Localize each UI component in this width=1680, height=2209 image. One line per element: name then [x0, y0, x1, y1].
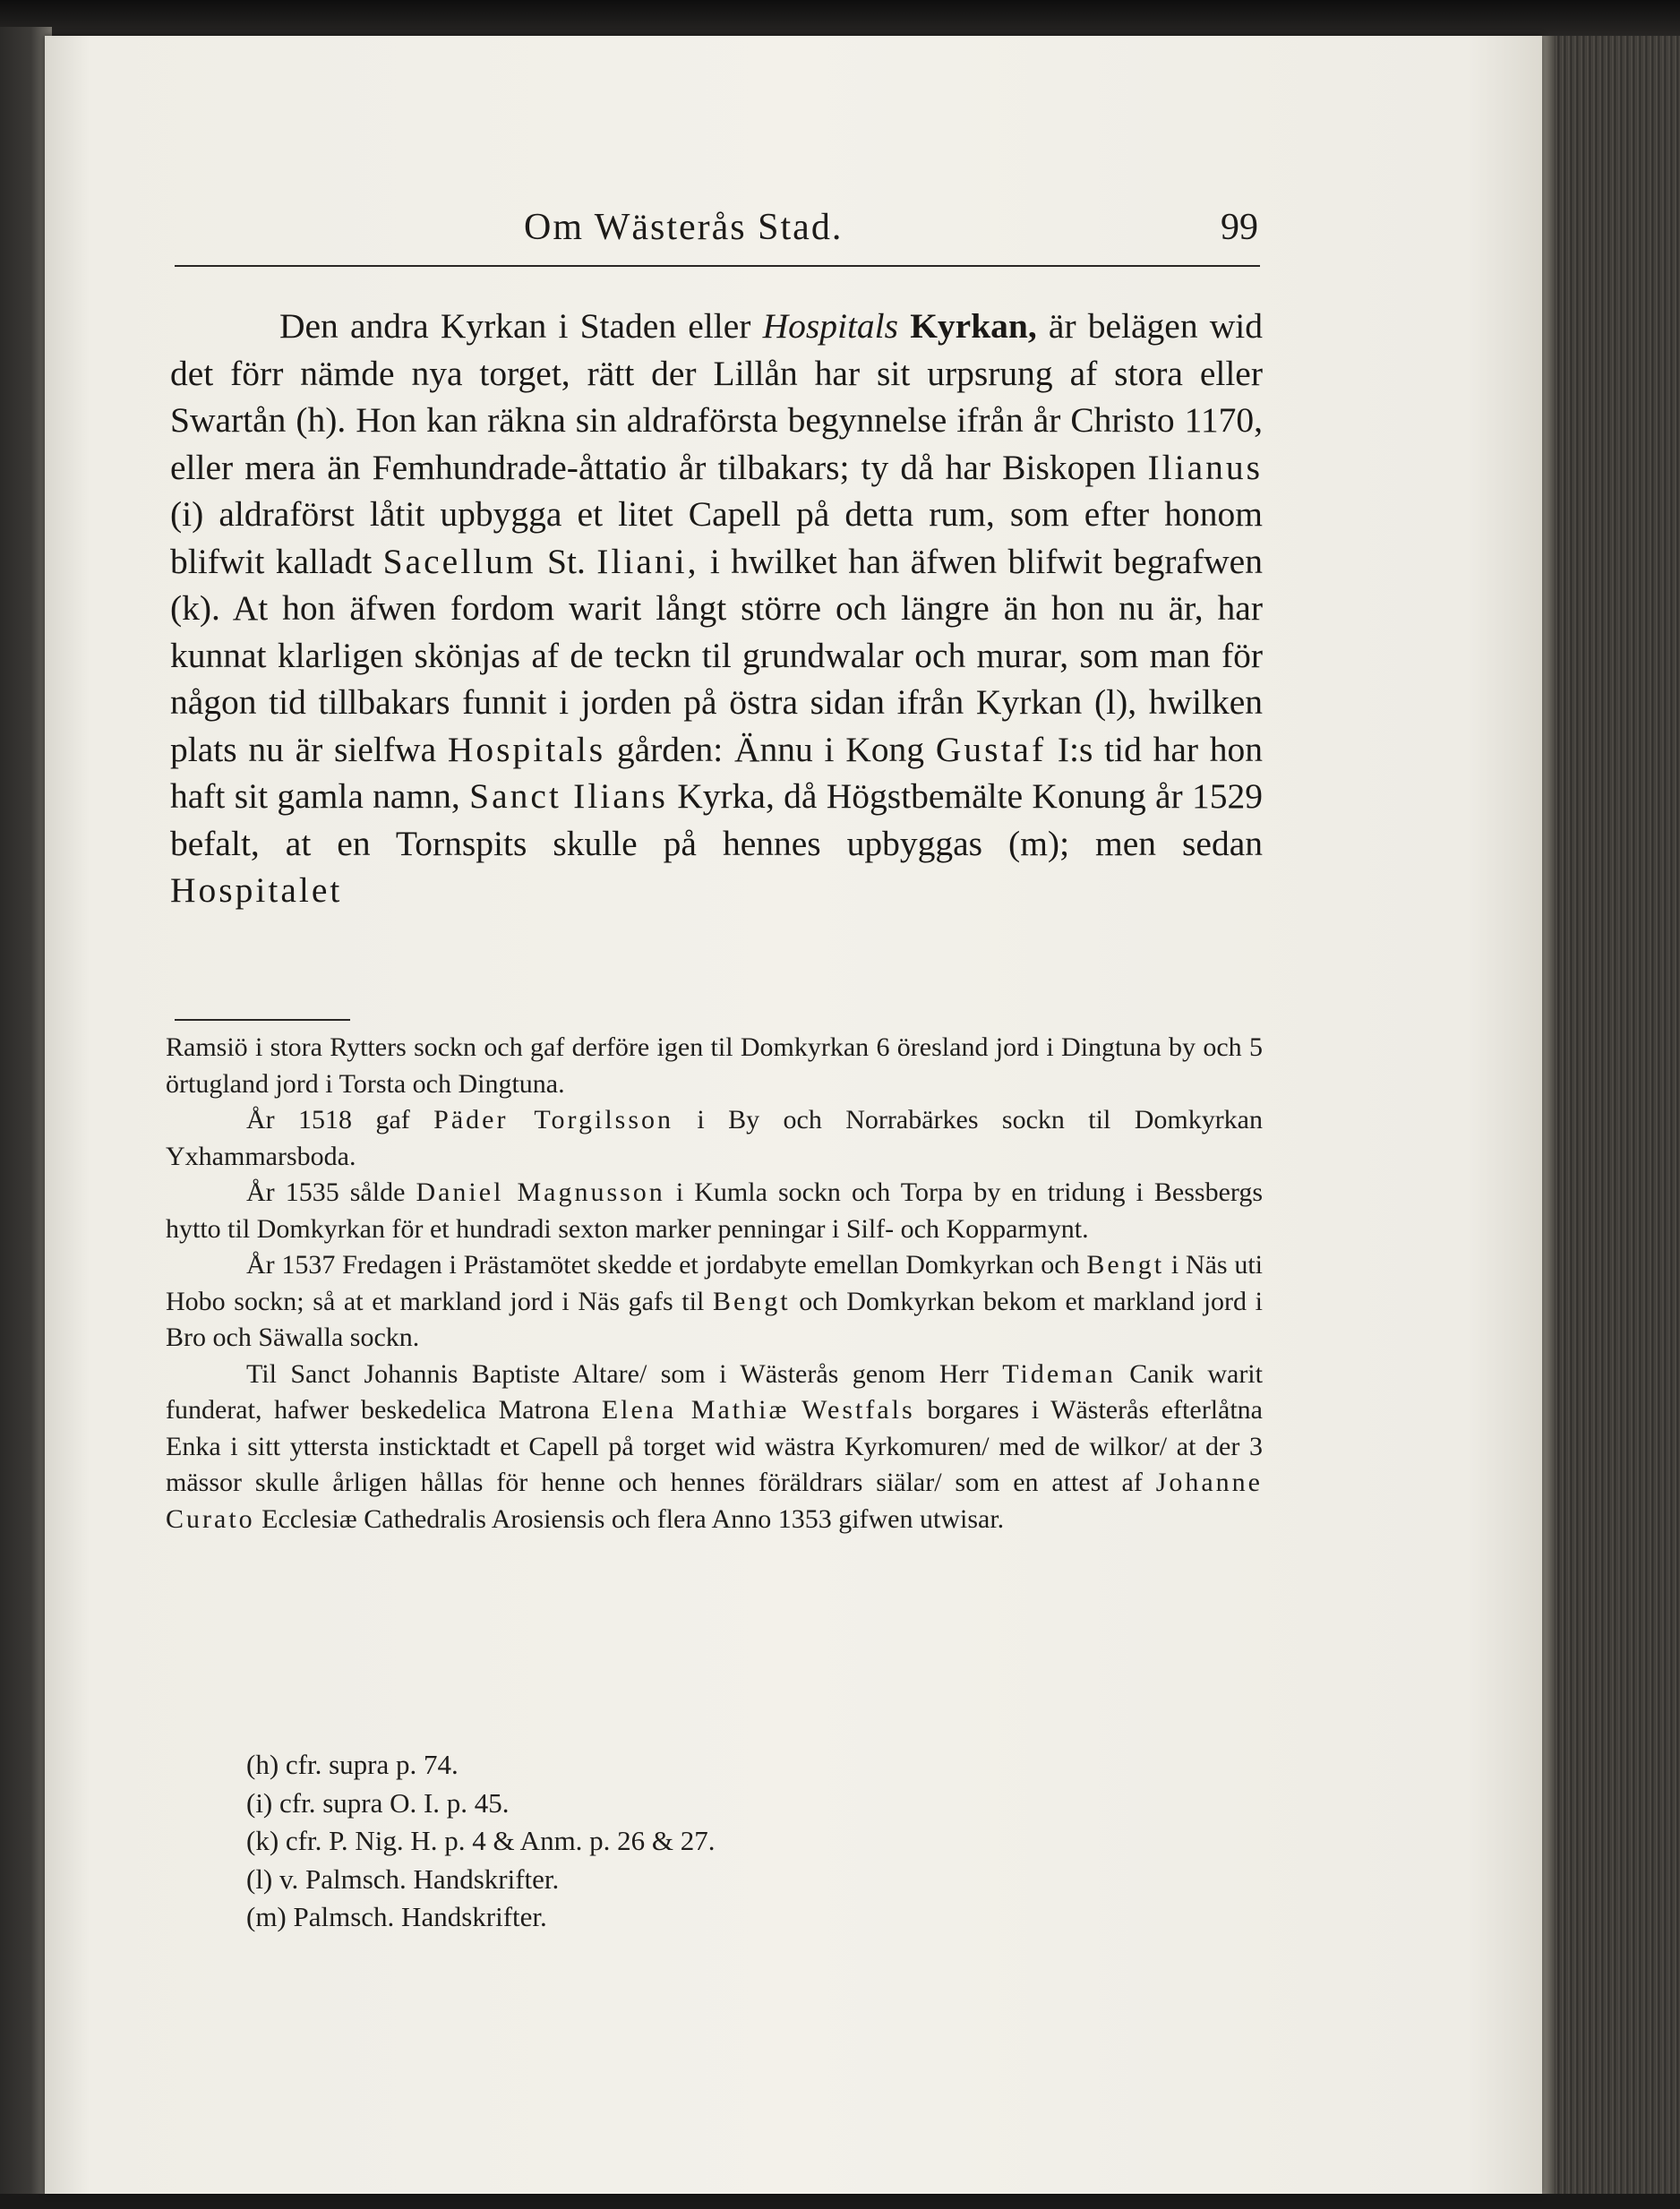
text-run: I:s tid har hon haft sit gamla namn, — [170, 729, 1264, 816]
spaced-name: Westfals — [801, 1395, 915, 1425]
text-run: borgares i Wästerås efterlåtna Enka i sitt yttersta insticktadt et Capell på torget wid wästra Kyrkomuren/ med de wilkor/ at der 3 mässor skulle årligen hållas för henne och hennes föräldrars siälar/ som en attest af — [166, 1395, 1263, 1497]
spaced-name: Bengt — [712, 1286, 791, 1316]
text-run: Ecclesiæ Cathedralis Arosiensis och flera Anno 1353 gifwen utwisar. — [254, 1503, 1005, 1534]
text-run: Canik warit funderat, hafwer beskedelica Matrona — [166, 1358, 1263, 1425]
main-text — [170, 303, 1263, 914]
text-run: i Näs uti Hobo sockn; så at et markland jord i Näs gafs til — [166, 1250, 1263, 1316]
footnote-paragraph — [166, 1357, 1263, 1538]
text-run: Den andra Kyrkan i Staden eller — [279, 306, 763, 346]
page-number: 99 — [1221, 207, 1258, 248]
spaced-name: Gustaf — [935, 729, 1047, 769]
spaced-name: Tideman — [1002, 1358, 1116, 1389]
reference-item: (m) Palmsch. Handskrifter. — [246, 1901, 547, 1932]
text-run: är belägen wid det förr nämde nya torget, rätt der Lillån har sit urpsrung af stora eller Swartån (h). Hon kan räkna sin aldraförsta begynnelse ifrån år Christo 1170, eller mera än Femhundrade-åttatio år tilbakars; ty då har Biskopen — [170, 306, 1263, 487]
text-run: gården: Ännu i Kong — [605, 729, 936, 769]
spaced-name: Bengt — [1086, 1250, 1165, 1280]
reference-list — [246, 1746, 1231, 1937]
spaced-name: Sanct Ilians — [469, 776, 668, 816]
text-run: i Kumla sockn och Torpa by en tridung i Bessbergs hytto til Domkyrkan för et hundradi sexton marker penningar i Silf- och Kopparmynt. — [166, 1177, 1264, 1244]
text-run: Til Sanct Johannis Baptiste Altare/ som i Wästerås genom Herr — [246, 1358, 1003, 1389]
text-run — [789, 1395, 801, 1425]
spaced-name: Elena Mathiæ — [601, 1395, 790, 1425]
footnote-paragraph — [166, 1247, 1263, 1357]
header-rule — [175, 265, 1260, 267]
reference-item: (l) v. Palmsch. Handskrifter. — [246, 1862, 560, 1895]
text-run: År 1537 Fredagen i Prästamötet skedde et jordabyte emellan Domkyrkan och — [246, 1250, 1087, 1280]
text-run: och Domkyrkan bekom et markland jord i Bro och Säwalla sockn. — [166, 1286, 1264, 1352]
text-run: (i) aldraförst låtit upbygga et litet Capell på detta rum, som efter honom blifwit kalladt — [170, 494, 1263, 581]
footnotes — [166, 1030, 1263, 1537]
text-run: i hwilket han äfwen blifwit begrafwen (k). At hon äfwen fordom warit långt större och längre än hon nu är, har kunnat klarligen skönjas af de teckn til grundwalar och murar, som man för någon tid tillbakars funnit i jorden på östra sidan ifrån Kyrkan (l), hwilken plats nu är sielfwa — [170, 541, 1263, 769]
scan-top-shadow — [0, 0, 1680, 39]
spaced-name: Johanne Curato — [166, 1468, 1263, 1534]
text-run: Ramsiö i stora Rytters sockn och gaf derföre igen til Domkyrkan 6 öresland jord i Dingtuna by och 5 örtugland jord i Torsta och Dingtuna. — [166, 1032, 1263, 1099]
spaced-name: Päder Torgilsson — [433, 1105, 674, 1134]
running-head — [175, 206, 1258, 260]
text-run: i By och Norrabärkes sockn til Domkyrkan Yxhammarsboda. — [166, 1105, 1263, 1171]
spaced-name: Hospitals — [447, 729, 606, 769]
bold-term: Kyrkan, — [898, 306, 1037, 346]
text-run: År 1535 sålde — [246, 1177, 416, 1207]
footnote-paragraph — [166, 1175, 1263, 1247]
scan-bottom-strip — [0, 2194, 1680, 2209]
footnote-rule — [175, 1019, 350, 1021]
body-paragraph — [170, 303, 1263, 914]
reference-item: (i) cfr. supra O. I. p. 45. — [246, 1786, 510, 1819]
text-run: År 1518 gaf — [246, 1105, 434, 1134]
text-run: St. — [536, 541, 597, 581]
footnote-paragraph — [166, 1102, 1263, 1175]
spaced-name: Daniel Magnusson — [416, 1177, 665, 1207]
footnote-paragraph — [166, 1030, 1263, 1102]
page-title: Om Wästerås Stad. — [524, 207, 844, 248]
reference-item: (k) cfr. P. Nig. H. p. 4 & Anm. p. 26 & 27. — [246, 1825, 716, 1856]
spaced-name: Iliani, — [596, 541, 699, 581]
book-block-shade — [1542, 36, 1555, 2194]
italic-term: Hospitals — [762, 306, 899, 346]
book-page-edges — [1542, 36, 1680, 2194]
reference-item: (h) cfr. supra p. 74. — [246, 1749, 459, 1780]
spaced-name: Ilianus — [1147, 447, 1263, 487]
spaced-name: Sacellum — [382, 541, 536, 581]
text-run: Kyrka, då Högstbemälte Konung år 1529 befalt, at en Tornspits skulle på hennes upbyggas (m); men sedan — [170, 776, 1263, 863]
spaced-name: Hospitalet — [170, 870, 343, 910]
